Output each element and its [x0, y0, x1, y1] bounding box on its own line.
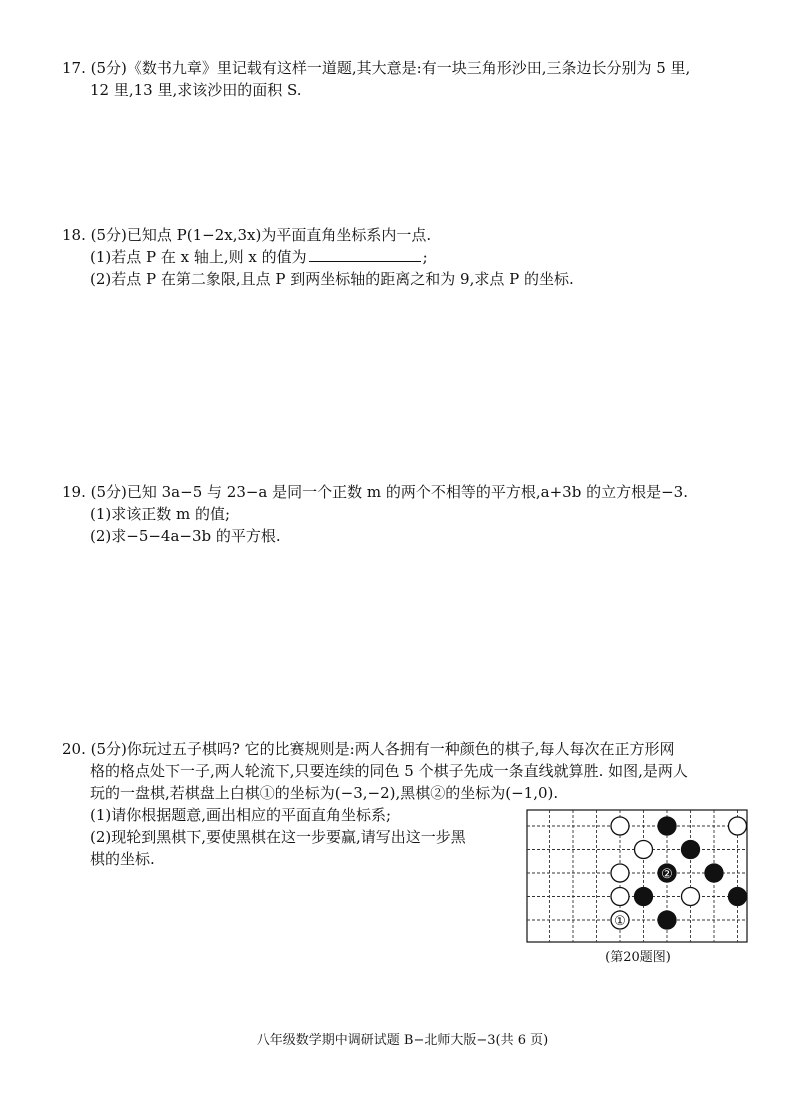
page-footer: 八年级数学期中调研试题 B−北师大版−3(共 6 页) — [256, 1033, 549, 1048]
black-stone — [658, 817, 676, 835]
q18-part1 — [62, 246, 752, 268]
figure-caption: (第20题图) — [605, 950, 671, 965]
q20-part2-line2: 棋的坐标. — [90, 850, 155, 868]
white-stone — [611, 888, 629, 906]
white-stone — [611, 864, 629, 882]
question-17 — [62, 57, 752, 101]
black-stone — [658, 911, 676, 929]
black-stone — [635, 888, 653, 906]
q18-line1: 18. (5分)已知点 P(1−2x,3x)为平面直角坐标系内一点. — [62, 226, 432, 244]
answer-blank[interactable] — [309, 246, 421, 262]
q20-line2: 格的格点处下一子,两人轮流下,只要连续的同色 5 个棋子先成一条直线就算胜. 如图,是两人 — [90, 762, 688, 780]
q19-part1: (1)求该正数 m 的值; — [90, 505, 231, 523]
q18-part2: (2)若点 P 在第二象限,且点 P 到两坐标轴的距离之和为 9,求点 P 的坐标. — [90, 270, 574, 288]
white-stone-label: ① — [614, 914, 626, 929]
q17-line2: 12 里,13 里,求该沙田的面积 S. — [90, 81, 302, 99]
question-18 — [62, 224, 752, 290]
black-stone — [705, 864, 723, 882]
question-19 — [62, 481, 752, 547]
q20-line1: 20. (5分)你玩过五子棋吗? 它的比赛规则是:两人各拥有一种颜色的棋子,每人每次在正方形网 — [62, 740, 675, 758]
black-stone-label: ② — [661, 867, 673, 882]
q19-line1: 19. (5分)已知 3a−5 与 23−a 是同一个正数 m 的两个不相等的平方根,a+3b 的立方根是−3. — [62, 483, 688, 501]
gomoku-board — [523, 806, 753, 946]
q18-part1-end: ; — [422, 248, 428, 266]
q20-line3: 玩的一盘棋,若棋盘上白棋①的坐标为(−3,−2),黑棋②的坐标为(−1,0). — [90, 784, 559, 802]
black-stone — [729, 888, 747, 906]
white-stone — [682, 888, 700, 906]
q20-part1: (1)请你根据题意,画出相应的平面直角坐标系; — [90, 806, 392, 824]
white-stone — [611, 817, 629, 835]
white-stone — [729, 817, 747, 835]
q19-part2: (2)求−5−4a−3b 的平方根. — [90, 527, 281, 545]
q17-line1: 17. (5分)《数书九章》里记载有这样一道题,其大意是:有一块三角形沙田,三条边长分别为 5 里, — [62, 59, 691, 77]
q20-part2-line1: (2)现轮到黑棋下,要使黑棋在这一步要赢,请写出这一步黑 — [90, 828, 466, 846]
black-stone — [682, 841, 700, 859]
q18-part1-text: (1)若点 P 在 x 轴上,则 x 的值为 — [90, 248, 307, 266]
figure-20 — [523, 806, 753, 965]
white-stone — [635, 841, 653, 859]
